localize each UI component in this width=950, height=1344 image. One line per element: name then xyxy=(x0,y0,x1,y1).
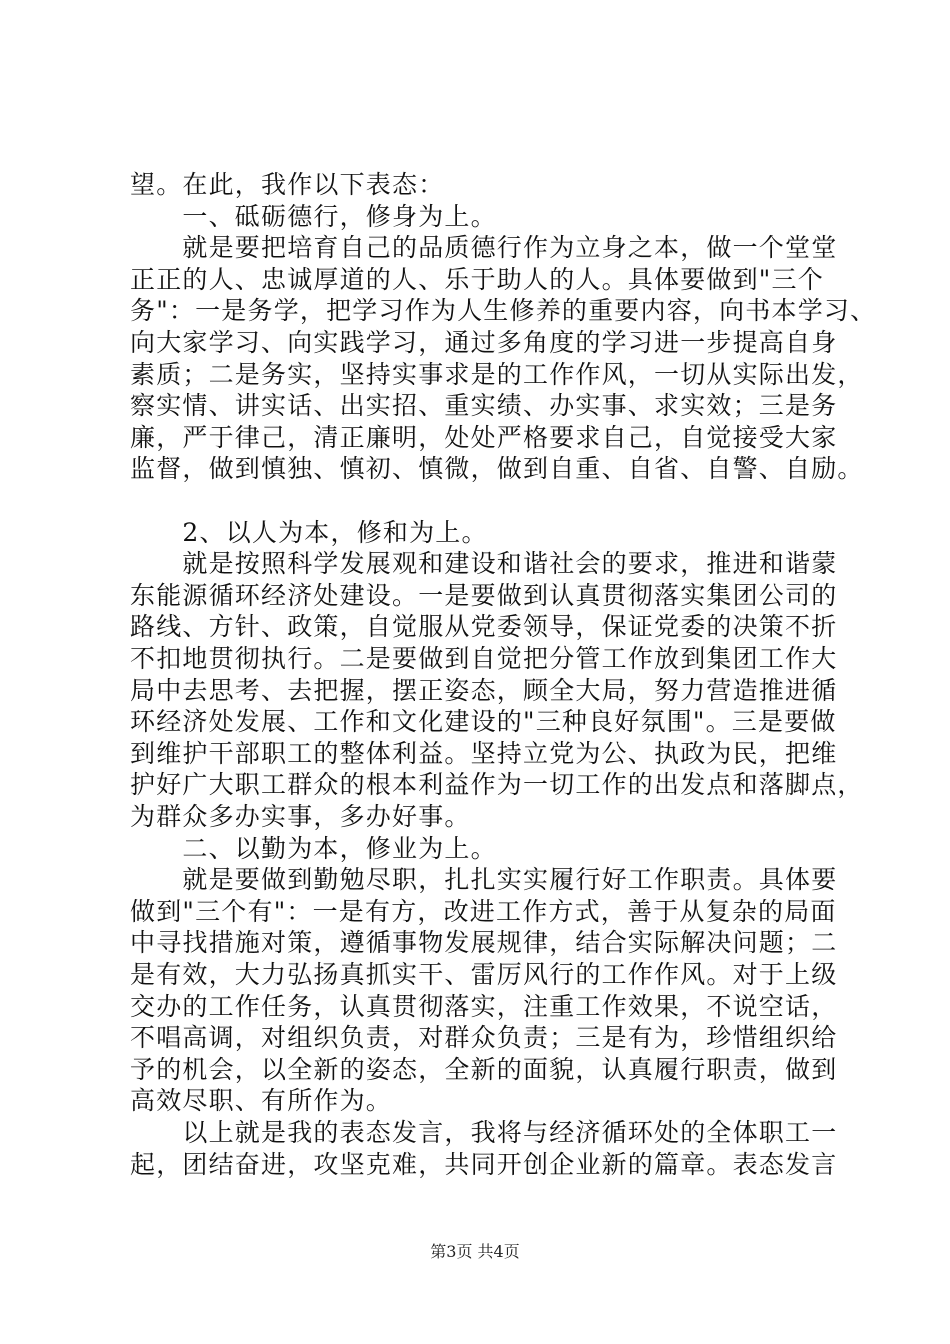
text-line: 正正的人、忠诚厚道的人、乐于助人的人。具体要做到"三个 xyxy=(130,264,824,294)
text-line: 不扣地贯彻执行。二是要做到自觉把分管工作放到集团工作大 xyxy=(130,644,838,673)
text-line: 东能源循环经济处建设。一是要做到认真贯彻落实集团公司的 xyxy=(130,580,838,610)
text-line: 予的机会，以全新的姿态，全新的面貌，认真履行职责，做到 xyxy=(130,1054,838,1084)
text-line: 做到"三个有"：一是有方，改进工作方式，善于从复杂的局面 xyxy=(130,896,837,926)
text-line: 就是要把培育自己的品质德行作为立身之本，做一个堂堂 xyxy=(130,233,838,263)
text-line: 就是按照科学发展观和建设和谐社会的要求，推进和谐蒙 xyxy=(130,549,838,579)
text-line: 务"：一是务学，把学习作为人生修养的重要内容，向书本学习、 xyxy=(130,296,877,326)
text-line: 素质；二是务实，坚持实事求是的工作作风，一切从实际出发， xyxy=(130,359,864,389)
blank-line xyxy=(130,486,830,516)
text-line: 路线、方针、政策，自觉服从党委领导，保证党委的决策不折 xyxy=(130,612,838,642)
text-line: 环经济处发展、工作和文化建设的"三种良好氛围"。三是要做 xyxy=(130,707,837,737)
text-line: 到维护干部职工的整体利益。坚持立党为公、执政为民，把维 xyxy=(130,738,838,768)
text-line: 高效尽职、有所作为。 xyxy=(130,1086,393,1116)
section-heading: 二、以勤为本，修业为上。 xyxy=(130,833,497,863)
text-line: 监督，做到慎独、慎初、慎微，做到自重、自省、自警、自励。 xyxy=(130,454,864,484)
text-line: 就是要做到勤勉尽职，扎扎实实履行好工作职责。具体要 xyxy=(130,865,838,895)
text-line: 交办的工作任务，认真贯彻落实，注重工作效果，不说空话， xyxy=(130,991,838,1021)
text-line: 中寻找措施对策，遵循事物发展规律，结合实际解决问题；二 xyxy=(130,928,838,958)
section-heading: 2、以人为本，修和为上。 xyxy=(130,517,488,547)
text-line: 是有效，大力弘扬真抓实干、雷厉风行的工作作风。对于上级 xyxy=(130,960,838,989)
section-heading: 一、砥砺德行，修身为上。 xyxy=(130,201,497,231)
text-line: 护好广大职工群众的根本利益作为一切工作的出发点和落脚点， xyxy=(130,770,864,800)
text-line: 望。在此，我作以下表态： xyxy=(130,170,445,199)
text-line: 为群众多办实事，多办好事。 xyxy=(130,802,471,831)
text-line: 以上就是我的表态发言，我将与经济循环处的全体职工一 xyxy=(130,1118,838,1147)
text-line: 向大家学习、向实践学习，通过多角度的学习进一步提高自身 xyxy=(130,328,838,357)
page-number-footer: 第3页 共4页 xyxy=(430,1242,520,1261)
text-line: 察实情、讲实话、出实招、重实绩、办实事、求实效；三是务 xyxy=(130,391,838,421)
text-line: 廉，严于律己，清正廉明，处处严格要求自己，自觉接受大家 xyxy=(130,422,838,452)
text-line: 局中去思考、去把握，摆正姿态，顾全大局，努力营造推进循 xyxy=(130,675,838,705)
text-line: 起，团结奋进，攻坚克难，共同开创企业新的篇章。表态发言 xyxy=(130,1149,838,1179)
text-line: 不唱高调，对组织负责，对群众负责；三是有为，珍惜组织给 xyxy=(130,1023,838,1053)
